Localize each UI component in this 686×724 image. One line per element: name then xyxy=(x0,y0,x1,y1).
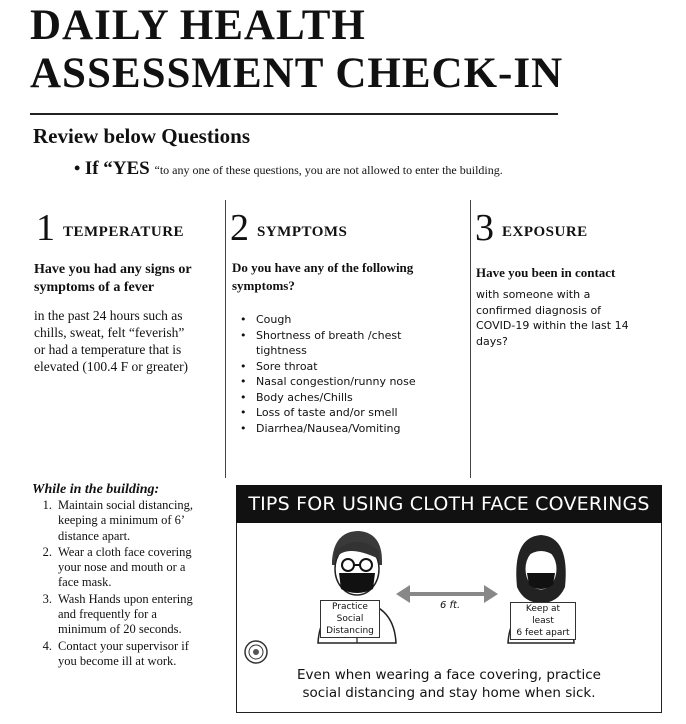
item-number: 2. xyxy=(42,544,52,559)
title-divider xyxy=(30,113,558,115)
item-line: your nose and mouth or a xyxy=(58,560,186,575)
while-heading: While in the building: xyxy=(32,482,160,497)
item-number: 3. xyxy=(42,591,52,606)
exposure-body xyxy=(476,287,676,349)
list-item-continuation: tightness xyxy=(256,344,307,357)
practice-distancing-sign xyxy=(320,600,380,638)
temperature-question xyxy=(34,261,224,297)
list-item: • Nasal congestion/runny nose xyxy=(256,374,416,390)
body-line: chills, sweat, felt “feverish” xyxy=(34,325,185,340)
question-line: Do you have any of the following xyxy=(232,260,414,275)
symptoms-question xyxy=(232,259,468,295)
body-line: or had a temperature that is xyxy=(34,342,182,357)
body-line: with someone with a xyxy=(476,288,591,301)
body-line: in the past 24 hours such as xyxy=(34,308,183,323)
list-item: • Diarrhea/Nausea/Vomiting xyxy=(256,421,416,437)
exposure-label: EXPOSURE xyxy=(502,224,588,240)
keep-apart-sign xyxy=(510,602,576,640)
list-item: • Cough xyxy=(256,312,416,328)
exposure-question: Have you been in contact xyxy=(476,265,616,280)
item-text xyxy=(58,545,192,591)
exposure-header xyxy=(475,206,588,250)
sign-line: Practice xyxy=(332,602,368,612)
column-number-3: 3 xyxy=(475,207,494,249)
item-text xyxy=(58,592,193,638)
temperature-header xyxy=(36,206,184,250)
list-item xyxy=(32,639,232,670)
list-item xyxy=(32,592,232,638)
symptoms-header xyxy=(230,206,347,250)
yes-emphasis: If “YES xyxy=(84,158,155,179)
item-number: 4. xyxy=(42,638,52,653)
symptoms-list xyxy=(256,312,416,436)
tips-caption xyxy=(236,666,662,702)
question-line: Have you had any signs or xyxy=(34,262,192,277)
item-line: distance apart. xyxy=(58,528,131,543)
distance-label: 6 ft. xyxy=(440,600,461,611)
list-item xyxy=(32,498,232,544)
sign-line: Distancing xyxy=(326,626,374,636)
item-line: face mask. xyxy=(58,575,112,590)
item-number: 1. xyxy=(42,498,52,512)
sign-line: least xyxy=(532,616,554,626)
column-number-1: 1 xyxy=(36,207,55,249)
social-distancing-illustration xyxy=(236,523,662,668)
bullet-icon: • xyxy=(74,158,85,178)
list-item: • Sore throat xyxy=(256,359,416,375)
item-line: and frequently for a xyxy=(58,607,157,622)
symptoms-label: SYMPTOMS xyxy=(257,224,348,240)
column-divider-2 xyxy=(470,200,471,478)
item-line: Wear a cloth face covering xyxy=(58,544,192,559)
tips-heading: TIPS FOR USING CLOTH FACE COVERINGS xyxy=(236,485,662,523)
question-line: symptoms? xyxy=(232,278,295,293)
column-number-2: 2 xyxy=(230,207,249,249)
document-title xyxy=(30,2,563,98)
yes-rest: “to any one of these questions, you are not allowed to enter the building. xyxy=(154,163,503,177)
caption-line: Even when wearing a face covering, practice xyxy=(297,667,601,683)
list-item: • Loss of taste and/or smell xyxy=(256,405,416,421)
body-line: confirmed diagnosis of xyxy=(476,303,602,317)
item-text xyxy=(58,639,189,670)
sign-line: Social xyxy=(336,614,364,624)
list-item: • Shortness of breath /chest xyxy=(256,328,416,344)
body-line: COVID-19 within the last 14 xyxy=(476,319,629,332)
item-line: you become ill at work. xyxy=(58,653,177,668)
item-line: keeping a minimum of 6’ xyxy=(58,513,186,528)
item-line: minimum of 20 seconds. xyxy=(58,622,182,637)
temperature-body xyxy=(34,307,224,375)
while-list xyxy=(32,498,232,670)
item-text xyxy=(58,498,193,544)
item-line: Wash Hands upon entering xyxy=(58,591,193,606)
review-heading: Review below Questions xyxy=(33,124,250,148)
sign-line: Keep at xyxy=(525,604,561,614)
column-divider-1 xyxy=(225,200,226,478)
seal-icon xyxy=(245,641,267,663)
caption-line: social distancing and stay home when sick. xyxy=(302,685,596,701)
sign-line: 6 feet apart xyxy=(516,628,570,638)
item-line: Maintain social distancing, xyxy=(58,498,194,512)
temperature-label: TEMPERATURE xyxy=(63,224,185,240)
list-item xyxy=(32,545,232,591)
list-item: • Body aches/Chills xyxy=(256,390,416,406)
title-line-1: DAILY HEALTH xyxy=(30,2,366,49)
yes-instruction xyxy=(74,158,503,180)
title-line-2: ASSESSMENT CHECK-IN xyxy=(30,50,564,97)
question-line: symptoms of a fever xyxy=(34,280,155,295)
body-line: elevated (100.4 F or greater) xyxy=(34,359,189,374)
body-line: days? xyxy=(476,334,508,348)
item-line: Contact your supervisor if xyxy=(58,638,189,653)
